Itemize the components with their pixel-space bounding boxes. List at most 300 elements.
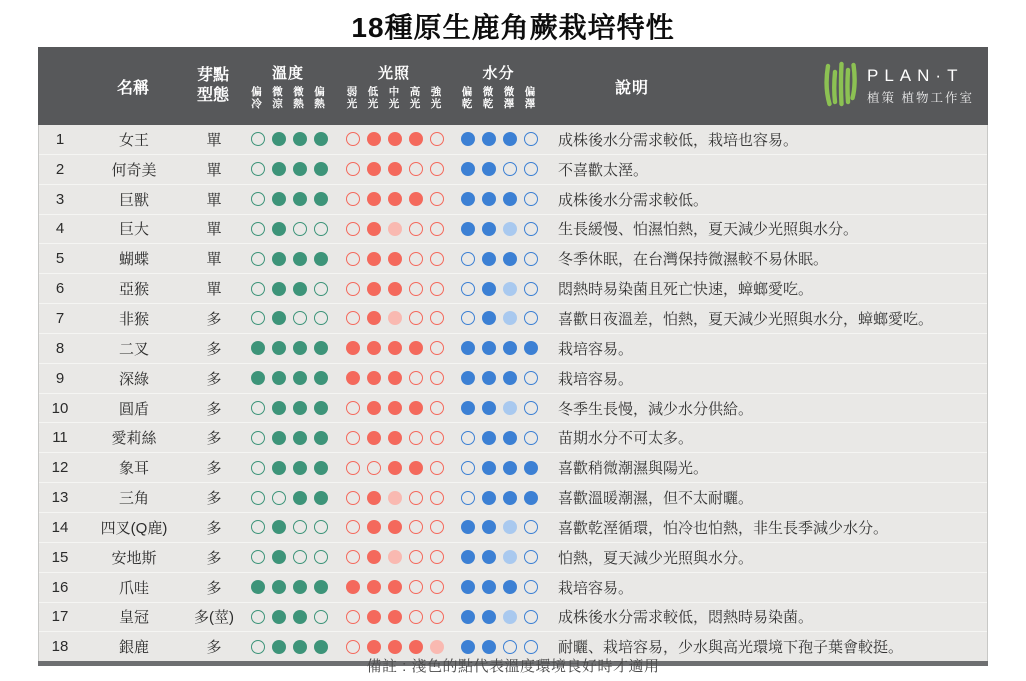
header-sub-label: 微熱	[293, 85, 304, 110]
light-dot-empty	[409, 252, 423, 266]
water-dot-empty	[461, 311, 475, 325]
temp-dot-empty	[293, 311, 307, 325]
temp-dots	[241, 341, 337, 355]
light-dot-filled	[367, 401, 381, 415]
temp-dot-filled	[314, 162, 328, 176]
water-dot-empty	[524, 550, 538, 564]
water-dot-filled	[524, 341, 538, 355]
temp-dot-filled	[293, 192, 307, 206]
light-dot-filled	[346, 580, 360, 594]
light-dot-empty	[430, 162, 444, 176]
light-dots	[337, 580, 453, 594]
water-dots	[453, 431, 546, 445]
light-dot-filled	[388, 461, 402, 475]
water-dot-empty	[503, 162, 517, 176]
water-dots	[453, 520, 546, 534]
temp-dot-filled	[251, 341, 265, 355]
bud-type: 多	[206, 549, 222, 567]
light-dot-empty	[430, 491, 444, 505]
light-dot-empty	[346, 282, 360, 296]
water-dots	[453, 341, 546, 355]
temp-dot-empty	[251, 491, 265, 505]
temp-dots	[241, 311, 337, 325]
water-dots	[453, 192, 546, 206]
bud-type: 多	[206, 310, 222, 328]
light-dot-empty	[409, 550, 423, 564]
temp-dot-empty	[251, 461, 265, 475]
light-dots	[337, 311, 453, 325]
temp-dot-filled	[293, 162, 307, 176]
header-group-light-subs	[345, 87, 443, 111]
water-dot-filled	[503, 132, 517, 146]
table-row	[39, 512, 987, 542]
bud-type: 單	[206, 131, 222, 149]
temp-dot-filled	[272, 371, 286, 385]
temp-dot-filled	[272, 461, 286, 475]
water-dot-empty	[524, 580, 538, 594]
table-row	[39, 214, 987, 244]
water-dots	[453, 580, 546, 594]
bud-type: 多	[206, 490, 222, 508]
fern-name: 愛莉絲	[111, 430, 157, 448]
water-dot-filled	[482, 311, 496, 325]
water-dot-filled	[482, 520, 496, 534]
water-dot-light	[503, 282, 517, 296]
light-dot-empty	[430, 550, 444, 564]
water-dot-filled	[482, 610, 496, 624]
light-dot-filled	[409, 640, 423, 654]
fern-name: 二叉	[118, 340, 149, 358]
light-dot-filled	[409, 192, 423, 206]
temp-dot-filled	[314, 371, 328, 385]
row-description: 悶熱時易染菌且死亡快速，蟑螂愛吃。	[558, 281, 814, 299]
header-sub-label: 偏冷	[251, 85, 262, 110]
light-dot-filled	[388, 431, 402, 445]
row-number: 10	[51, 399, 69, 417]
temp-dot-filled	[293, 610, 307, 624]
light-dot-filled	[388, 401, 402, 415]
light-dot-light	[388, 550, 402, 564]
temp-dot-empty	[314, 311, 328, 325]
light-dot-empty	[409, 222, 423, 236]
water-dots	[453, 162, 546, 176]
water-dot-filled	[482, 222, 496, 236]
water-dot-filled	[503, 192, 517, 206]
table-row	[39, 572, 987, 602]
table-row	[39, 303, 987, 333]
table-row	[39, 125, 987, 154]
water-dot-filled	[461, 401, 475, 415]
light-dot-empty	[346, 162, 360, 176]
bud-type: 單	[206, 221, 222, 239]
light-dot-empty	[409, 520, 423, 534]
bud-type: 多	[206, 460, 222, 478]
light-dot-filled	[388, 580, 402, 594]
table-row	[39, 482, 987, 512]
light-dot-filled	[388, 132, 402, 146]
plant-logo-icon	[823, 59, 857, 114]
fern-name: 安地斯	[111, 549, 157, 567]
row-description: 栽培容易。	[558, 579, 634, 597]
water-dot-filled	[461, 162, 475, 176]
water-dot-empty	[461, 282, 475, 296]
temp-dot-empty	[314, 550, 328, 564]
temp-dots	[241, 431, 337, 445]
light-dot-filled	[388, 192, 402, 206]
temp-dot-empty	[251, 311, 265, 325]
row-description: 喜歡日夜溫差，怕熱，夏天減少光照與水分，蟑螂愛吃。	[558, 310, 934, 328]
light-dots	[337, 222, 453, 236]
row-number: 18	[51, 638, 69, 656]
light-dots	[337, 431, 453, 445]
temp-dot-filled	[272, 401, 286, 415]
light-dot-empty	[409, 162, 423, 176]
bud-type: 多	[206, 519, 222, 537]
temp-dot-empty	[251, 192, 265, 206]
header-number-spacer	[38, 47, 80, 125]
light-dots	[337, 461, 453, 475]
water-dot-filled	[461, 371, 475, 385]
plant-logo-subtitle: 植策 植物工作室	[867, 91, 974, 105]
fern-name: 圓盾	[118, 400, 149, 418]
table-row	[39, 333, 987, 363]
header-group-temp-subs	[250, 87, 327, 111]
row-number: 6	[55, 280, 65, 298]
header-sub-label: 微澤	[503, 85, 515, 110]
light-dot-empty	[346, 431, 360, 445]
row-number: 12	[51, 459, 69, 477]
header-bud: 芽點型態	[196, 67, 229, 104]
row-number: 5	[55, 250, 65, 268]
water-dot-filled	[503, 461, 517, 475]
water-dot-empty	[524, 132, 538, 146]
temp-dot-empty	[251, 640, 265, 654]
row-description: 成株後水分需求較低，栽培也容易。	[558, 131, 799, 149]
light-dots	[337, 491, 453, 505]
temp-dot-filled	[314, 491, 328, 505]
water-dot-light	[503, 610, 517, 624]
light-dot-empty	[430, 431, 444, 445]
water-dot-filled	[503, 341, 517, 355]
temp-dot-empty	[251, 282, 265, 296]
temp-dot-empty	[272, 491, 286, 505]
row-description: 喜歡溫暖潮濕，但不太耐曬。	[558, 490, 754, 508]
water-dots	[453, 252, 546, 266]
fern-name: 皇冠	[118, 609, 149, 627]
table-row	[39, 243, 987, 273]
row-description: 成株後水分需求較低。	[558, 191, 709, 209]
temp-dot-filled	[272, 311, 286, 325]
header-sub-label: 偏熱	[314, 85, 325, 110]
plant-logo	[823, 59, 974, 114]
temp-dot-filled	[251, 371, 265, 385]
temp-dot-empty	[314, 282, 328, 296]
bud-type: 單	[206, 191, 222, 209]
light-dot-empty	[430, 371, 444, 385]
row-number: 1	[55, 130, 65, 148]
row-number: 17	[51, 608, 69, 626]
light-dot-filled	[346, 341, 360, 355]
row-description: 生長緩慢、怕濕怕熱，夏天減少光照與水分。	[558, 221, 859, 239]
water-dot-filled	[461, 132, 475, 146]
light-dot-light	[388, 222, 402, 236]
light-dots	[337, 341, 453, 355]
header-group-water-label: 水分	[482, 64, 515, 82]
water-dot-empty	[524, 162, 538, 176]
header-sub-label: 微乾	[482, 85, 494, 110]
light-dot-filled	[388, 371, 402, 385]
table-row	[39, 184, 987, 214]
header-sub-label: 偏澤	[524, 85, 536, 110]
fern-name: 爪哇	[118, 579, 149, 597]
light-dot-filled	[388, 610, 402, 624]
light-dots	[337, 550, 453, 564]
light-dot-filled	[367, 550, 381, 564]
fern-table	[38, 47, 988, 666]
water-dot-filled	[461, 192, 475, 206]
temp-dot-empty	[251, 431, 265, 445]
temp-dot-filled	[293, 341, 307, 355]
light-dot-filled	[388, 162, 402, 176]
row-number: 9	[55, 369, 65, 387]
water-dot-empty	[461, 491, 475, 505]
temp-dot-empty	[251, 132, 265, 146]
water-dot-empty	[524, 610, 538, 624]
light-dot-empty	[430, 192, 444, 206]
row-description: 不喜歡太溼。	[558, 161, 649, 179]
light-dot-filled	[367, 162, 381, 176]
water-dot-filled	[461, 640, 475, 654]
row-description: 冬季生長慢，減少水分供給。	[558, 400, 754, 418]
temp-dots	[241, 252, 337, 266]
row-description: 怕熱，夏天減少光照與水分。	[558, 549, 754, 567]
light-dot-light	[430, 640, 444, 654]
light-dot-filled	[346, 371, 360, 385]
row-description: 栽培容易。	[558, 340, 634, 358]
water-dot-filled	[482, 640, 496, 654]
light-dot-empty	[346, 610, 360, 624]
temp-dot-empty	[251, 162, 265, 176]
temp-dot-filled	[272, 132, 286, 146]
light-dots	[337, 520, 453, 534]
water-dot-filled	[482, 580, 496, 594]
temp-dot-filled	[293, 371, 307, 385]
water-dots	[453, 461, 546, 475]
temp-dot-filled	[251, 580, 265, 594]
header-name: 名稱	[116, 79, 149, 97]
light-dot-empty	[346, 222, 360, 236]
water-dot-filled	[482, 252, 496, 266]
temp-dot-filled	[272, 520, 286, 534]
light-dot-empty	[430, 341, 444, 355]
water-dot-filled	[482, 461, 496, 475]
fern-name: 深綠	[118, 370, 149, 388]
temp-dot-filled	[272, 252, 286, 266]
header-desc-cell	[545, 47, 988, 125]
table-row	[39, 154, 987, 184]
temp-dot-filled	[314, 580, 328, 594]
row-number: 15	[51, 548, 69, 566]
light-dots	[337, 162, 453, 176]
fern-name: 銀鹿	[118, 639, 149, 657]
fern-name: 象耳	[118, 460, 149, 478]
light-dot-empty	[409, 371, 423, 385]
temp-dot-empty	[251, 222, 265, 236]
row-description: 喜歡稍微潮濕與陽光。	[558, 460, 709, 478]
row-number: 7	[55, 309, 65, 327]
light-dots	[337, 192, 453, 206]
temp-dot-filled	[314, 640, 328, 654]
water-dot-filled	[482, 282, 496, 296]
light-dot-empty	[409, 311, 423, 325]
temp-dot-empty	[293, 222, 307, 236]
bud-type: 多	[206, 400, 222, 418]
light-dot-filled	[367, 371, 381, 385]
light-dot-filled	[409, 401, 423, 415]
water-dot-filled	[482, 401, 496, 415]
light-dots	[337, 401, 453, 415]
water-dot-filled	[503, 491, 517, 505]
light-dot-filled	[367, 132, 381, 146]
table-row	[39, 542, 987, 572]
temp-dots	[241, 282, 337, 296]
row-number: 3	[55, 190, 65, 208]
row-description: 喜歡乾溼循環，怕冷也怕熱，非生長季減少水分。	[558, 519, 889, 537]
light-dot-empty	[346, 401, 360, 415]
temp-dot-filled	[293, 252, 307, 266]
light-dot-empty	[346, 640, 360, 654]
temp-dots	[241, 520, 337, 534]
temp-dot-filled	[314, 431, 328, 445]
temp-dot-filled	[293, 282, 307, 296]
light-dots	[337, 640, 453, 654]
water-dot-empty	[461, 252, 475, 266]
temp-dots	[241, 222, 337, 236]
fern-name: 三角	[118, 490, 149, 508]
table-body	[38, 125, 988, 661]
light-dot-empty	[346, 491, 360, 505]
light-dot-filled	[367, 580, 381, 594]
light-dot-empty	[346, 192, 360, 206]
light-dot-filled	[367, 431, 381, 445]
temp-dots	[241, 550, 337, 564]
water-dot-filled	[461, 520, 475, 534]
header-sub-label: 偏乾	[461, 85, 473, 110]
temp-dot-empty	[251, 401, 265, 415]
water-dot-empty	[524, 520, 538, 534]
temp-dots	[241, 401, 337, 415]
table-header	[38, 47, 988, 125]
light-dot-empty	[430, 401, 444, 415]
light-dot-light	[388, 491, 402, 505]
header-sub-label: 強光	[430, 85, 442, 110]
temp-dots	[241, 461, 337, 475]
light-dot-filled	[409, 341, 423, 355]
temp-dot-filled	[272, 341, 286, 355]
temp-dot-filled	[272, 640, 286, 654]
row-number: 4	[55, 220, 65, 238]
temp-dot-filled	[293, 132, 307, 146]
temp-dot-filled	[314, 132, 328, 146]
light-dots	[337, 132, 453, 146]
water-dot-filled	[482, 162, 496, 176]
light-dot-filled	[388, 520, 402, 534]
light-dot-empty	[409, 431, 423, 445]
row-number: 16	[51, 578, 69, 596]
row-description: 耐曬、栽培容易，少水與高光環境下孢子葉會較挺。	[558, 639, 904, 657]
water-dots	[453, 311, 546, 325]
temp-dot-empty	[251, 610, 265, 624]
header-sub-label: 中光	[388, 85, 400, 110]
light-dot-empty	[346, 311, 360, 325]
light-dot-empty	[430, 311, 444, 325]
bud-type: 多	[206, 340, 222, 358]
water-dot-filled	[503, 580, 517, 594]
water-dots	[453, 491, 546, 505]
table-row	[39, 452, 987, 482]
water-dot-filled	[461, 610, 475, 624]
page-title: 18種原生鹿角蕨栽培特性	[351, 12, 675, 43]
light-dots	[337, 610, 453, 624]
temp-dots	[241, 132, 337, 146]
temp-dot-filled	[293, 640, 307, 654]
fern-name: 非猴	[118, 310, 149, 328]
table-row	[39, 393, 987, 423]
temp-dots	[241, 192, 337, 206]
light-dot-filled	[367, 520, 381, 534]
water-dot-light	[503, 550, 517, 564]
row-description: 成株後水分需求較低，悶熱時易染菌。	[558, 609, 814, 627]
light-dot-filled	[367, 311, 381, 325]
fern-name: 女王	[118, 131, 149, 149]
header-sub-label: 弱光	[346, 85, 358, 110]
temp-dot-filled	[293, 461, 307, 475]
header-group-light-label: 光照	[377, 64, 410, 82]
temp-dot-filled	[272, 282, 286, 296]
row-number: 11	[52, 429, 68, 447]
temp-dot-filled	[314, 461, 328, 475]
light-dot-filled	[388, 282, 402, 296]
header-bud-cell	[186, 47, 240, 125]
temp-dot-filled	[272, 610, 286, 624]
header-desc: 說明	[615, 79, 650, 97]
water-dot-filled	[503, 252, 517, 266]
water-dot-filled	[503, 371, 517, 385]
temp-dot-filled	[272, 162, 286, 176]
temp-dots	[241, 580, 337, 594]
light-dot-filled	[388, 640, 402, 654]
temp-dot-empty	[251, 252, 265, 266]
water-dot-empty	[524, 192, 538, 206]
light-dot-empty	[430, 580, 444, 594]
water-dot-light	[503, 520, 517, 534]
light-dot-filled	[367, 192, 381, 206]
water-dot-empty	[524, 222, 538, 236]
light-dot-empty	[430, 222, 444, 236]
row-number: 8	[55, 339, 65, 357]
water-dot-light	[503, 401, 517, 415]
temp-dots	[241, 491, 337, 505]
header-group-water	[452, 47, 545, 125]
header-group-water-subs	[460, 87, 537, 111]
bud-type: 多(莖)	[194, 609, 234, 627]
water-dot-filled	[524, 461, 538, 475]
row-description: 冬季休眠，在台灣保持微濕較不易休眠。	[558, 251, 829, 269]
water-dot-filled	[482, 431, 496, 445]
table-row	[39, 363, 987, 393]
water-dot-filled	[524, 491, 538, 505]
water-dot-filled	[482, 341, 496, 355]
